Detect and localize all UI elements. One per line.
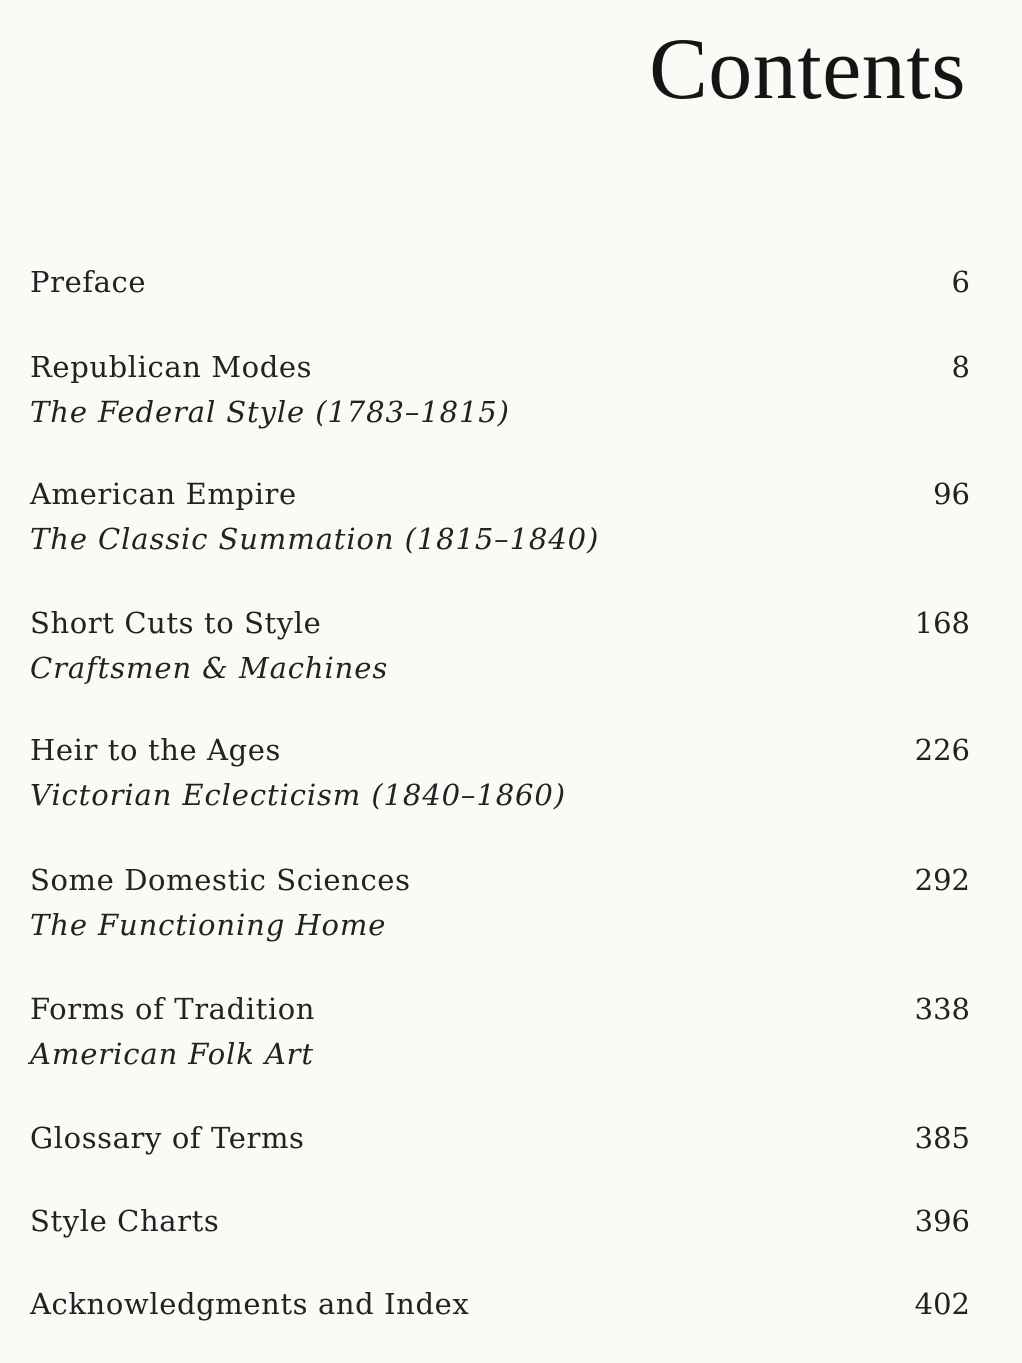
toc-entry-page-number: 385 bbox=[914, 1121, 970, 1155]
toc-entry-title: Preface bbox=[30, 265, 147, 299]
toc-entry-subtitle: American Folk Art bbox=[30, 1037, 314, 1071]
toc-entry-page-number: 96 bbox=[933, 477, 970, 511]
toc-entry-title: Heir to the Ages bbox=[30, 733, 282, 767]
toc-entry-short-cuts-to-style bbox=[30, 606, 970, 685]
toc-entry-subtitle: Victorian Eclecticism (1840–1860) bbox=[30, 778, 566, 812]
toc-entry-subtitle: The Functioning Home bbox=[30, 908, 387, 942]
toc-entry-page-number: 396 bbox=[914, 1204, 970, 1238]
toc-entry-heir-to-the-ages bbox=[30, 733, 970, 812]
toc-entry-title: Forms of Tradition bbox=[30, 992, 316, 1026]
toc-entry-page-number: 8 bbox=[951, 350, 970, 384]
toc-entry-american-empire bbox=[30, 477, 970, 556]
toc-entry-page-number: 292 bbox=[914, 863, 970, 897]
toc-entry-page-number: 226 bbox=[914, 733, 970, 767]
toc-entry-republican-modes bbox=[30, 350, 970, 429]
toc-entry-page-number: 402 bbox=[914, 1287, 970, 1321]
toc-entry-page-number: 6 bbox=[951, 265, 970, 299]
toc-entry-preface bbox=[30, 265, 970, 299]
toc-entry-acknowledgments-and-index bbox=[30, 1287, 970, 1321]
toc-entry-glossary-of-terms bbox=[30, 1121, 970, 1155]
toc-entry-page-number: 338 bbox=[914, 992, 970, 1026]
toc-entry-some-domestic-sciences bbox=[30, 863, 970, 942]
toc-entry-subtitle: The Federal Style (1783–1815) bbox=[30, 395, 510, 429]
toc-entry-title: Glossary of Terms bbox=[30, 1121, 305, 1155]
toc-entry-title: American Empire bbox=[30, 477, 297, 511]
toc-entry-title: Style Charts bbox=[30, 1204, 220, 1238]
toc-entry-title: Republican Modes bbox=[30, 350, 313, 384]
toc-entry-forms-of-tradition bbox=[30, 992, 970, 1071]
page-title: Contents bbox=[649, 21, 966, 118]
toc-entry-title: Short Cuts to Style bbox=[30, 606, 322, 640]
toc-entry-title: Acknowledgments and Index bbox=[30, 1287, 470, 1321]
toc-entry-style-charts bbox=[30, 1204, 970, 1238]
toc-entry-subtitle: Craftsmen & Machines bbox=[30, 651, 389, 685]
toc-entry-title: Some Domestic Sciences bbox=[30, 863, 411, 897]
toc-entry-page-number: 168 bbox=[914, 606, 970, 640]
toc-entry-subtitle: The Classic Summation (1815–1840) bbox=[30, 522, 600, 556]
